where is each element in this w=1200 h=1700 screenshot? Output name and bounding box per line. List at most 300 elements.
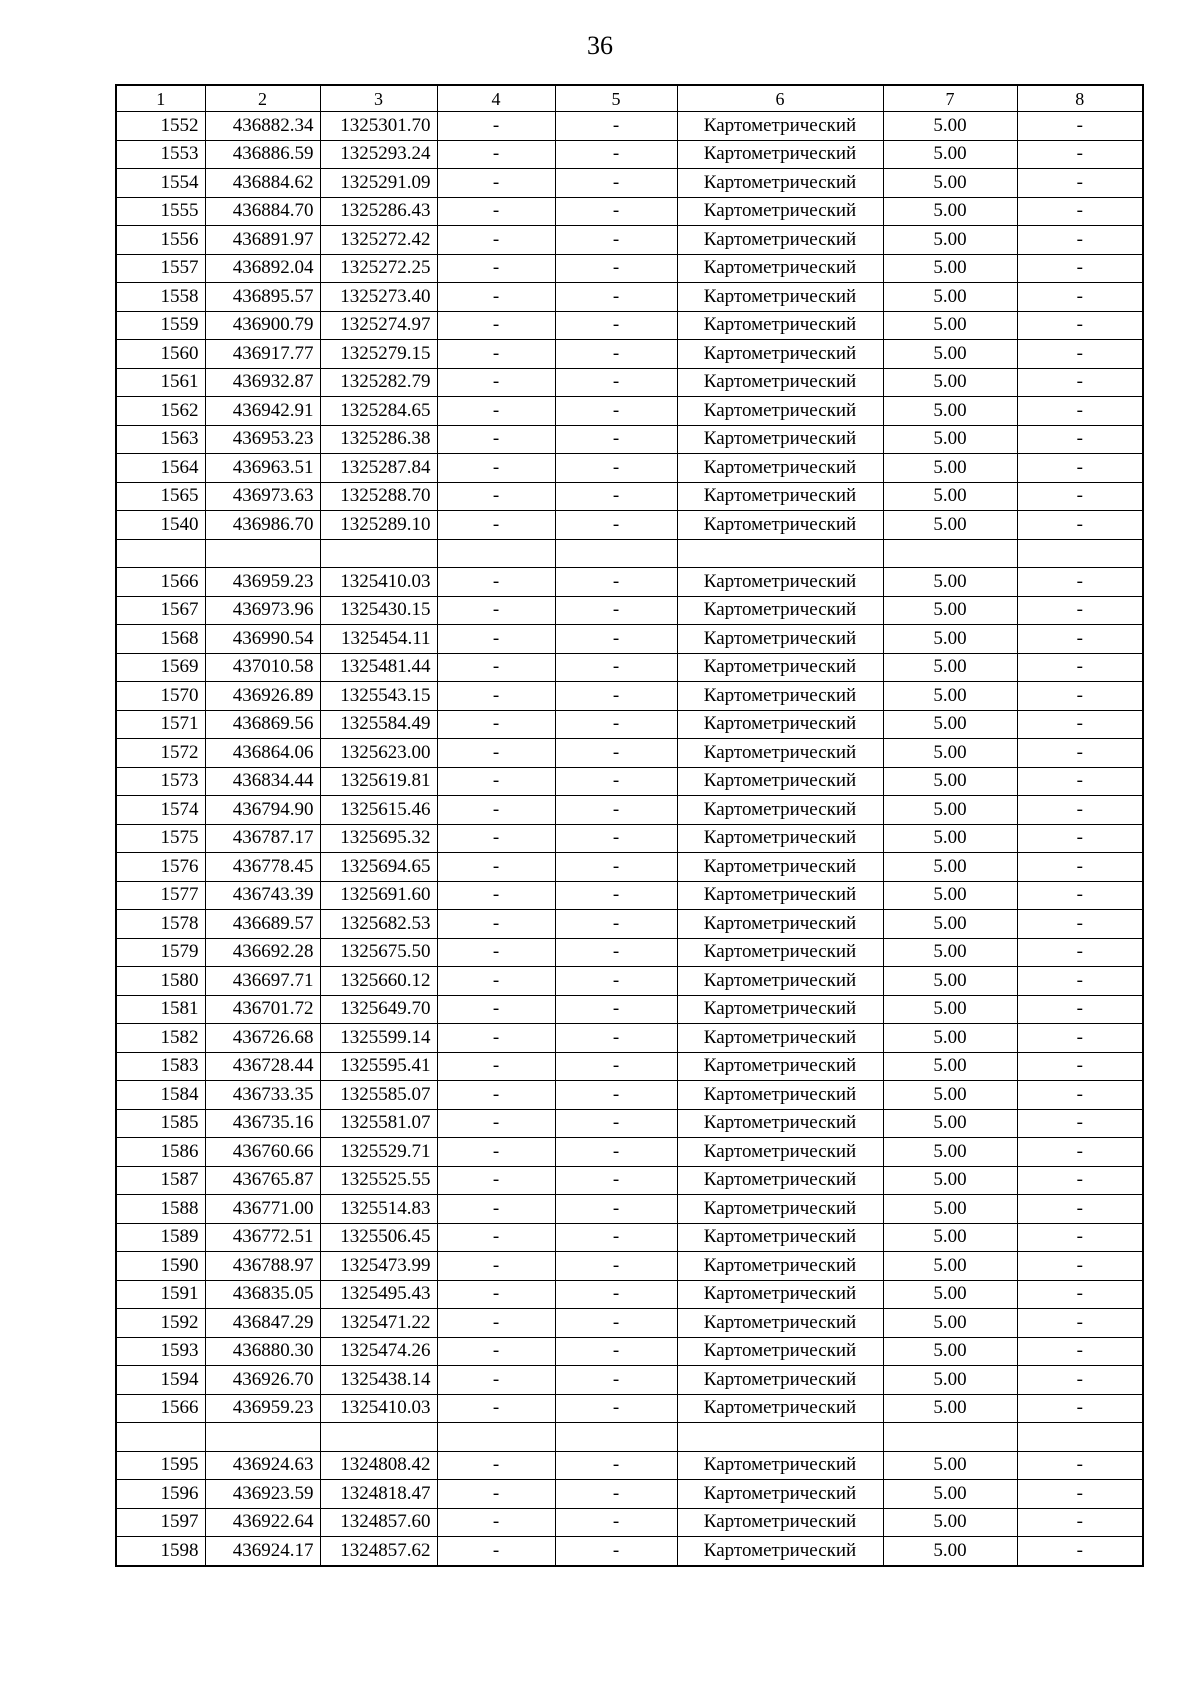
x-coordinate-cell: 436990.54	[205, 625, 320, 654]
col8-cell: -	[1017, 1280, 1143, 1309]
col4-cell: -	[437, 1138, 555, 1167]
col5-cell	[555, 539, 677, 568]
accuracy-cell: 5.00	[883, 824, 1017, 853]
col5-cell: -	[555, 596, 677, 625]
col8-cell: -	[1017, 1052, 1143, 1081]
point-number-cell: 1566	[116, 1394, 205, 1423]
col4-cell: -	[437, 1451, 555, 1480]
table-row	[116, 1508, 1143, 1537]
col4-cell: -	[437, 1024, 555, 1053]
col5-cell: -	[555, 967, 677, 996]
point-number-cell: 1575	[116, 824, 205, 853]
coordinates-table	[115, 84, 1144, 1567]
y-coordinate-cell: 1325410.03	[320, 1394, 437, 1423]
y-coordinate-cell: 1325301.70	[320, 112, 437, 141]
table-row	[116, 112, 1143, 141]
col4-cell: -	[437, 767, 555, 796]
accuracy-cell: 5.00	[883, 568, 1017, 597]
table-row	[116, 340, 1143, 369]
method-cell: Картометрический	[677, 311, 883, 340]
col8-cell: -	[1017, 596, 1143, 625]
x-coordinate-cell: 436963.51	[205, 454, 320, 483]
method-cell: Картометрический	[677, 1451, 883, 1480]
col5-cell: -	[555, 425, 677, 454]
table-row	[116, 226, 1143, 255]
x-coordinate-cell: 436765.87	[205, 1166, 320, 1195]
accuracy-cell: 5.00	[883, 682, 1017, 711]
table-row	[116, 169, 1143, 198]
table-row	[116, 568, 1143, 597]
col5-cell: -	[555, 283, 677, 312]
y-coordinate-cell: 1325279.15	[320, 340, 437, 369]
point-number-cell: 1591	[116, 1280, 205, 1309]
x-coordinate-cell: 437010.58	[205, 653, 320, 682]
accuracy-cell: 5.00	[883, 1280, 1017, 1309]
point-number-cell: 1568	[116, 625, 205, 654]
table-row	[116, 1252, 1143, 1281]
x-coordinate-cell: 436986.70	[205, 511, 320, 540]
col4-cell: -	[437, 311, 555, 340]
method-cell: Картометрический	[677, 482, 883, 511]
accuracy-cell: 5.00	[883, 625, 1017, 654]
method-cell: Картометрический	[677, 340, 883, 369]
method-cell: Картометрический	[677, 283, 883, 312]
col8-cell: -	[1017, 1480, 1143, 1509]
x-coordinate-cell: 436787.17	[205, 824, 320, 853]
col8-cell: -	[1017, 710, 1143, 739]
accuracy-cell: 5.00	[883, 995, 1017, 1024]
point-number-cell: 1587	[116, 1166, 205, 1195]
column-header: 5	[555, 85, 677, 112]
accuracy-cell: 5.00	[883, 197, 1017, 226]
table-row	[116, 1537, 1143, 1566]
y-coordinate-cell: 1325581.07	[320, 1109, 437, 1138]
table-row	[116, 596, 1143, 625]
table-body	[116, 85, 1143, 1566]
table-row	[116, 254, 1143, 283]
x-coordinate-cell: 436771.00	[205, 1195, 320, 1224]
col5-cell: -	[555, 1166, 677, 1195]
method-cell: Картометрический	[677, 967, 883, 996]
y-coordinate-cell: 1325615.46	[320, 796, 437, 825]
method-cell: Картометрический	[677, 995, 883, 1024]
x-coordinate-cell: 436959.23	[205, 568, 320, 597]
accuracy-cell: 5.00	[883, 140, 1017, 169]
col8-cell: -	[1017, 397, 1143, 426]
y-coordinate-cell: 1325506.45	[320, 1223, 437, 1252]
accuracy-cell: 5.00	[883, 1223, 1017, 1252]
x-coordinate-cell: 436864.06	[205, 739, 320, 768]
col4-cell: -	[437, 340, 555, 369]
col4-cell: -	[437, 254, 555, 283]
table-row	[116, 1280, 1143, 1309]
point-number-cell: 1592	[116, 1309, 205, 1338]
x-coordinate-cell: 436900.79	[205, 311, 320, 340]
col5-cell: -	[555, 254, 677, 283]
accuracy-cell: 5.00	[883, 881, 1017, 910]
table-row	[116, 368, 1143, 397]
table-row	[116, 682, 1143, 711]
col4-cell: -	[437, 995, 555, 1024]
col8-cell: -	[1017, 226, 1143, 255]
x-coordinate-cell: 436701.72	[205, 995, 320, 1024]
point-number-cell: 1553	[116, 140, 205, 169]
method-cell: Картометрический	[677, 425, 883, 454]
table-row	[116, 1052, 1143, 1081]
col4-cell: -	[437, 1366, 555, 1395]
method-cell: Картометрический	[677, 112, 883, 141]
col8-cell: -	[1017, 454, 1143, 483]
point-number-cell: 1584	[116, 1081, 205, 1110]
col8-cell: -	[1017, 511, 1143, 540]
table-row	[116, 853, 1143, 882]
method-cell: Картометрический	[677, 625, 883, 654]
col4-cell: -	[437, 169, 555, 198]
method-cell: Картометрический	[677, 511, 883, 540]
col8-cell: -	[1017, 767, 1143, 796]
point-number-cell: 1570	[116, 682, 205, 711]
table-row	[116, 140, 1143, 169]
accuracy-cell: 5.00	[883, 1309, 1017, 1338]
col4-cell: -	[437, 226, 555, 255]
col8-cell: -	[1017, 311, 1143, 340]
col4-cell: -	[437, 482, 555, 511]
accuracy-cell: 5.00	[883, 1508, 1017, 1537]
col5-cell: -	[555, 397, 677, 426]
col5-cell: -	[555, 796, 677, 825]
x-coordinate-cell: 436926.70	[205, 1366, 320, 1395]
col4-cell: -	[437, 568, 555, 597]
accuracy-cell: 5.00	[883, 311, 1017, 340]
y-coordinate-cell: 1325438.14	[320, 1366, 437, 1395]
y-coordinate-cell: 1325293.24	[320, 140, 437, 169]
accuracy-cell: 5.00	[883, 910, 1017, 939]
method-cell: Картометрический	[677, 1081, 883, 1110]
col5-cell: -	[555, 739, 677, 768]
col4-cell: -	[437, 1195, 555, 1224]
col8-cell: -	[1017, 425, 1143, 454]
x-coordinate-cell	[205, 539, 320, 568]
col5-cell: -	[555, 140, 677, 169]
table-row	[116, 767, 1143, 796]
col4-cell: -	[437, 967, 555, 996]
point-number-cell: 1597	[116, 1508, 205, 1537]
col5-cell: -	[555, 226, 677, 255]
col8-cell: -	[1017, 1366, 1143, 1395]
y-coordinate-cell: 1325623.00	[320, 739, 437, 768]
y-coordinate-cell: 1325481.44	[320, 653, 437, 682]
method-cell: Картометрический	[677, 1309, 883, 1338]
col4-cell: -	[437, 1252, 555, 1281]
accuracy-cell	[883, 1423, 1017, 1452]
col4-cell: -	[437, 1109, 555, 1138]
col5-cell: -	[555, 881, 677, 910]
col5-cell: -	[555, 1337, 677, 1366]
column-header: 4	[437, 85, 555, 112]
separator-row	[116, 539, 1143, 568]
accuracy-cell: 5.00	[883, 1394, 1017, 1423]
col4-cell: -	[437, 1280, 555, 1309]
point-number-cell: 1577	[116, 881, 205, 910]
point-number-cell: 1554	[116, 169, 205, 198]
x-coordinate-cell: 436760.66	[205, 1138, 320, 1167]
col8-cell: -	[1017, 1081, 1143, 1110]
point-number-cell: 1585	[116, 1109, 205, 1138]
col4-cell: -	[437, 511, 555, 540]
x-coordinate-cell: 436735.16	[205, 1109, 320, 1138]
col4-cell: -	[437, 1052, 555, 1081]
x-coordinate-cell: 436884.70	[205, 197, 320, 226]
x-coordinate-cell: 436880.30	[205, 1337, 320, 1366]
point-number-cell: 1596	[116, 1480, 205, 1509]
col8-cell	[1017, 1423, 1143, 1452]
col4-cell: -	[437, 1081, 555, 1110]
col8-cell: -	[1017, 1252, 1143, 1281]
point-number-cell: 1566	[116, 568, 205, 597]
col5-cell: -	[555, 1537, 677, 1566]
col8-cell: -	[1017, 938, 1143, 967]
accuracy-cell: 5.00	[883, 596, 1017, 625]
col5-cell: -	[555, 1366, 677, 1395]
col8-cell: -	[1017, 140, 1143, 169]
x-coordinate-cell: 436726.68	[205, 1024, 320, 1053]
accuracy-cell: 5.00	[883, 967, 1017, 996]
y-coordinate-cell	[320, 1423, 437, 1452]
method-cell: Картометрический	[677, 226, 883, 255]
table-row	[116, 1138, 1143, 1167]
col8-cell: -	[1017, 169, 1143, 198]
point-number-cell: 1563	[116, 425, 205, 454]
point-number-cell: 1578	[116, 910, 205, 939]
col4-cell: -	[437, 824, 555, 853]
method-cell: Картометрический	[677, 1337, 883, 1366]
col5-cell: -	[555, 1394, 677, 1423]
method-cell: Картометрический	[677, 254, 883, 283]
table-row	[116, 283, 1143, 312]
method-cell: Картометрический	[677, 596, 883, 625]
y-coordinate-cell: 1325410.03	[320, 568, 437, 597]
col5-cell: -	[555, 767, 677, 796]
col8-cell: -	[1017, 1337, 1143, 1366]
column-header: 7	[883, 85, 1017, 112]
col4-cell: -	[437, 881, 555, 910]
method-cell: Картометрический	[677, 1366, 883, 1395]
y-coordinate-cell: 1325691.60	[320, 881, 437, 910]
col5-cell: -	[555, 682, 677, 711]
y-coordinate-cell: 1325289.10	[320, 511, 437, 540]
accuracy-cell: 5.00	[883, 1081, 1017, 1110]
column-header: 8	[1017, 85, 1143, 112]
accuracy-cell: 5.00	[883, 1366, 1017, 1395]
y-coordinate-cell: 1325286.38	[320, 425, 437, 454]
x-coordinate-cell: 436924.63	[205, 1451, 320, 1480]
point-number-cell	[116, 1423, 205, 1452]
method-cell: Картометрический	[677, 767, 883, 796]
accuracy-cell: 5.00	[883, 1052, 1017, 1081]
col5-cell: -	[555, 1138, 677, 1167]
col5-cell: -	[555, 482, 677, 511]
col4-cell: -	[437, 739, 555, 768]
y-coordinate-cell: 1325682.53	[320, 910, 437, 939]
col8-cell: -	[1017, 1223, 1143, 1252]
x-coordinate-cell: 436959.23	[205, 1394, 320, 1423]
method-cell: Картометрический	[677, 1109, 883, 1138]
col4-cell: -	[437, 1166, 555, 1195]
x-coordinate-cell: 436953.23	[205, 425, 320, 454]
column-header: 1	[116, 85, 205, 112]
col8-cell: -	[1017, 1109, 1143, 1138]
col5-cell	[555, 1423, 677, 1452]
accuracy-cell: 5.00	[883, 1252, 1017, 1281]
separator-row	[116, 1423, 1143, 1452]
col5-cell: -	[555, 1309, 677, 1338]
col4-cell: -	[437, 682, 555, 711]
y-coordinate-cell: 1325585.07	[320, 1081, 437, 1110]
method-cell: Картометрический	[677, 1195, 883, 1224]
accuracy-cell: 5.00	[883, 425, 1017, 454]
y-coordinate-cell: 1324808.42	[320, 1451, 437, 1480]
y-coordinate-cell: 1325287.84	[320, 454, 437, 483]
table-row	[116, 482, 1143, 511]
table-row	[116, 511, 1143, 540]
x-coordinate-cell: 436697.71	[205, 967, 320, 996]
table-row	[116, 1223, 1143, 1252]
col4-cell: -	[437, 796, 555, 825]
col5-cell: -	[555, 454, 677, 483]
x-coordinate-cell: 436891.97	[205, 226, 320, 255]
method-cell: Картометрический	[677, 1052, 883, 1081]
col5-cell: -	[555, 1252, 677, 1281]
col4-cell: -	[437, 1337, 555, 1366]
point-number-cell: 1594	[116, 1366, 205, 1395]
point-number-cell: 1593	[116, 1337, 205, 1366]
method-cell	[677, 1423, 883, 1452]
col8-cell: -	[1017, 1195, 1143, 1224]
col5-cell: -	[555, 112, 677, 141]
col5-cell: -	[555, 311, 677, 340]
col5-cell: -	[555, 1508, 677, 1537]
y-coordinate-cell: 1325430.15	[320, 596, 437, 625]
table-row	[116, 653, 1143, 682]
col4-cell: -	[437, 1394, 555, 1423]
table-row	[116, 967, 1143, 996]
col8-cell: -	[1017, 1451, 1143, 1480]
method-cell: Картометрический	[677, 1537, 883, 1566]
col5-cell: -	[555, 625, 677, 654]
method-cell: Картометрический	[677, 1223, 883, 1252]
table-row	[116, 454, 1143, 483]
y-coordinate-cell: 1325473.99	[320, 1252, 437, 1281]
point-number-cell: 1556	[116, 226, 205, 255]
col5-cell: -	[555, 938, 677, 967]
point-number-cell: 1574	[116, 796, 205, 825]
y-coordinate-cell: 1325584.49	[320, 710, 437, 739]
col4-cell	[437, 539, 555, 568]
x-coordinate-cell: 436973.96	[205, 596, 320, 625]
col8-cell: -	[1017, 881, 1143, 910]
col5-cell: -	[555, 1195, 677, 1224]
method-cell: Картометрический	[677, 1252, 883, 1281]
y-coordinate-cell: 1325649.70	[320, 995, 437, 1024]
accuracy-cell: 5.00	[883, 112, 1017, 141]
col4-cell: -	[437, 1223, 555, 1252]
col8-cell	[1017, 539, 1143, 568]
col8-cell: -	[1017, 1024, 1143, 1053]
col4-cell: -	[437, 1537, 555, 1566]
point-number-cell: 1590	[116, 1252, 205, 1281]
col5-cell: -	[555, 853, 677, 882]
point-number-cell: 1569	[116, 653, 205, 682]
accuracy-cell: 5.00	[883, 938, 1017, 967]
table-row	[116, 425, 1143, 454]
x-coordinate-cell: 436733.35	[205, 1081, 320, 1110]
col8-cell: -	[1017, 653, 1143, 682]
method-cell: Картометрический	[677, 881, 883, 910]
col4-cell: -	[437, 454, 555, 483]
y-coordinate-cell: 1325274.97	[320, 311, 437, 340]
accuracy-cell: 5.00	[883, 511, 1017, 540]
method-cell: Картометрический	[677, 169, 883, 198]
col8-cell: -	[1017, 1309, 1143, 1338]
y-coordinate-cell: 1325599.14	[320, 1024, 437, 1053]
method-cell: Картометрический	[677, 739, 883, 768]
col8-cell: -	[1017, 568, 1143, 597]
col5-cell: -	[555, 824, 677, 853]
point-number-cell: 1573	[116, 767, 205, 796]
x-coordinate-cell: 436778.45	[205, 853, 320, 882]
y-coordinate-cell: 1325694.65	[320, 853, 437, 882]
x-coordinate-cell: 436882.34	[205, 112, 320, 141]
method-cell: Картометрический	[677, 1166, 883, 1195]
point-number-cell: 1560	[116, 340, 205, 369]
accuracy-cell: 5.00	[883, 1480, 1017, 1509]
accuracy-cell: 5.00	[883, 710, 1017, 739]
table-row	[116, 1337, 1143, 1366]
accuracy-cell: 5.00	[883, 368, 1017, 397]
col4-cell: -	[437, 140, 555, 169]
method-cell: Картометрический	[677, 1024, 883, 1053]
y-coordinate-cell: 1325495.43	[320, 1280, 437, 1309]
x-coordinate-cell: 436942.91	[205, 397, 320, 426]
col8-cell: -	[1017, 625, 1143, 654]
point-number-cell: 1564	[116, 454, 205, 483]
col5-cell: -	[555, 197, 677, 226]
table-row	[116, 938, 1143, 967]
col8-cell: -	[1017, 340, 1143, 369]
col5-cell: -	[555, 1024, 677, 1053]
col8-cell: -	[1017, 1508, 1143, 1537]
accuracy-cell: 5.00	[883, 1537, 1017, 1566]
point-number-cell: 1579	[116, 938, 205, 967]
accuracy-cell: 5.00	[883, 454, 1017, 483]
y-coordinate-cell: 1325286.43	[320, 197, 437, 226]
y-coordinate-cell: 1325272.25	[320, 254, 437, 283]
col8-cell: -	[1017, 1138, 1143, 1167]
y-coordinate-cell: 1325288.70	[320, 482, 437, 511]
y-coordinate-cell: 1325529.71	[320, 1138, 437, 1167]
accuracy-cell: 5.00	[883, 853, 1017, 882]
point-number-cell: 1595	[116, 1451, 205, 1480]
y-coordinate-cell: 1325291.09	[320, 169, 437, 198]
col5-cell: -	[555, 653, 677, 682]
method-cell: Картометрический	[677, 682, 883, 711]
col5-cell: -	[555, 568, 677, 597]
x-coordinate-cell: 436973.63	[205, 482, 320, 511]
point-number-cell: 1555	[116, 197, 205, 226]
x-coordinate-cell: 436794.90	[205, 796, 320, 825]
method-cell: Картометрический	[677, 568, 883, 597]
method-cell: Картометрический	[677, 938, 883, 967]
